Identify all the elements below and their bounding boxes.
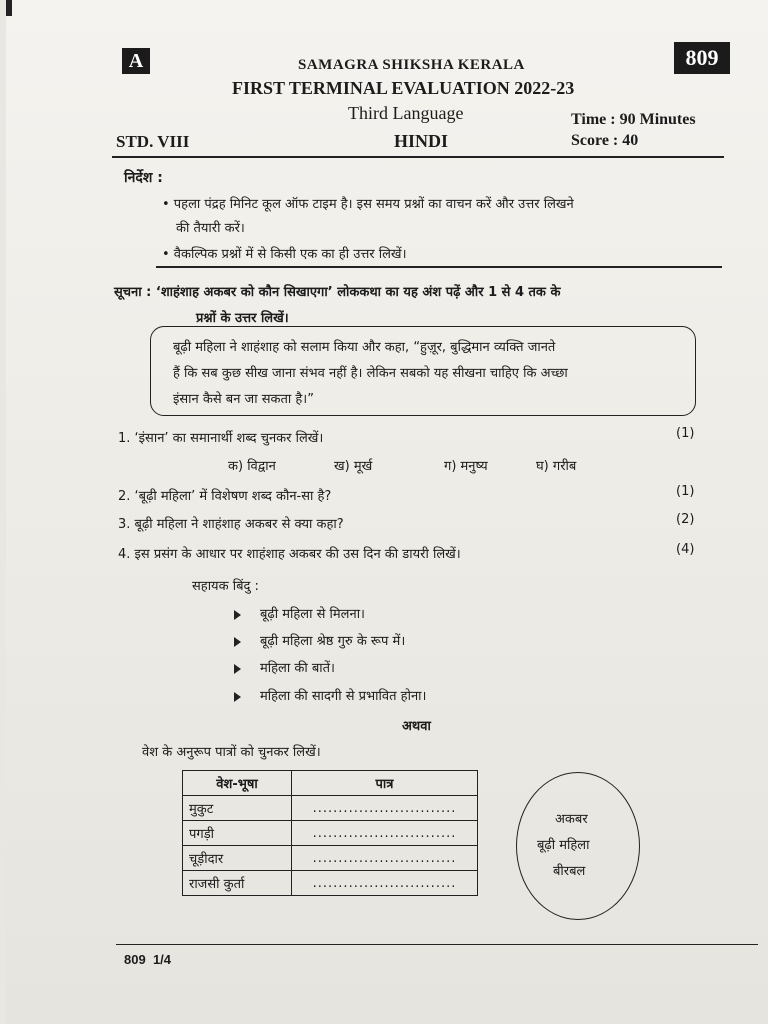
question-4-marks: (4) (676, 542, 695, 557)
answer-blank: ............................ (292, 846, 478, 871)
character-name: बूढ़ी महिला (537, 838, 590, 853)
hint-item: महिला की बातें। (260, 661, 335, 676)
hints-heading: सहायक बिंदु : (192, 579, 259, 594)
time-allowed: Time : 90 Minutes (571, 111, 696, 128)
option-d: घ) गरीब (536, 459, 577, 474)
organization-name: SAMAGRA SHIKSHA KERALA (298, 57, 525, 73)
standard-label: STD. VIII (116, 132, 190, 151)
hint-item: महिला की सादगी से प्रभावित होना। (260, 689, 427, 704)
table-row (183, 871, 478, 896)
subject-title: HINDI (394, 131, 449, 151)
question-2: 2. ‘बूढ़ी महिला’ में विशेषण शब्द कौन-सा है? (118, 489, 332, 504)
costume-table (182, 770, 478, 896)
question-3: 3. बूढ़ी महिला ने शाहंशाह अकबर से क्या कहा? (118, 517, 344, 532)
question-3-marks: (2) (676, 512, 695, 527)
table-row (183, 821, 478, 846)
passage-line: इंसान कैसे बन जा सकता है।” (173, 392, 314, 407)
costume-cell: चूड़ीदार (183, 846, 292, 871)
column-header: पात्र (292, 771, 478, 796)
costume-cell: मुकुट (183, 796, 292, 821)
page-edge (6, 0, 12, 16)
exam-paper (6, 0, 768, 1024)
or-label: अथवा (402, 719, 431, 734)
character-name: बीरबल (553, 864, 586, 879)
instruction-item-cont: की तैयारी करें। (176, 221, 245, 236)
set-label-box: A (122, 48, 150, 74)
option-b: ख) मूर्ख (334, 459, 373, 474)
character-oval (516, 772, 640, 920)
instruction-item: • पहला पंद्रह मिनिट कूल ऑफ टाइम है। इस समय प्रश्नों का वाचन करें और उत्तर लिखने (162, 197, 574, 212)
character-name: अकबर (555, 812, 588, 827)
question-2-marks: (1) (676, 484, 695, 499)
total-score: Score : 40 (571, 132, 639, 149)
notice-line-cont: प्रश्नों के उत्तर लिखें। (196, 311, 289, 326)
question-4: 4. इस प्रसंग के आधार पर शाहंशाह अकबर की उस दिन की डायरी लिखें। (118, 547, 461, 562)
bullet-arrow-icon (234, 692, 241, 702)
passage-line: बूढ़ी महिला ने शाहंशाह को सलाम किया और कहा, “हुज़ूर, बुद्धिमान व्यक्ति जानते (173, 340, 556, 355)
alternative-instruction: वेश के अनुरूप पात्रों को चुनकर लिखें। (142, 745, 321, 760)
table-header-row (183, 771, 478, 796)
header-divider (112, 156, 724, 158)
passage-line: हैं कि सब कुछ सीख जाना संभव नहीं है। लेकिन सबको यह सीखना चाहिए कि अच्छा (173, 366, 568, 381)
answer-blank: ............................ (292, 821, 478, 846)
costume-cell: राजसी कुर्ता (183, 871, 292, 896)
table-row (183, 846, 478, 871)
language-level: Third Language (348, 103, 464, 123)
hint-item: बूढ़ी महिला श्रेष्ठ गुरु के रूप में। (260, 634, 406, 649)
table-row (183, 796, 478, 821)
footer-code: 809 (124, 952, 146, 967)
paper-code-box: 809 (674, 42, 730, 74)
question-1-marks: (1) (676, 426, 695, 441)
answer-blank: ............................ (292, 796, 478, 821)
bullet-arrow-icon (234, 664, 241, 674)
instruction-item: • वैकल्पिक प्रश्नों में से किसी एक का ही उत्तर लिखें। (162, 247, 407, 262)
footer-divider (116, 944, 758, 945)
option-c: ग) मनुष्य (444, 459, 488, 474)
costume-cell: पगड़ी (183, 821, 292, 846)
instructions-divider (156, 266, 722, 268)
notice-line: सूचना : ‘शाहंशाह अकबर को कौन सिखाएगा’ लोककथा का यह अंश पढ़ें और 1 से 4 तक के (114, 285, 561, 300)
footer-page: 1/4 (152, 952, 172, 967)
passage-box (150, 326, 696, 416)
bullet-arrow-icon (234, 637, 241, 647)
answer-blank: ............................ (292, 871, 478, 896)
instructions-heading: निर्देश : (124, 170, 163, 186)
bullet-arrow-icon (234, 610, 241, 620)
option-a: क) विद्वान (228, 459, 276, 474)
footer-page-label (124, 952, 171, 967)
question-1: 1. ‘इंसान’ का समानार्थी शब्द चुनकर लिखें। (118, 431, 324, 446)
exam-title: FIRST TERMINAL EVALUATION 2022-23 (232, 78, 575, 98)
column-header: वेश-भूषा (183, 771, 292, 796)
hint-item: बूढ़ी महिला से मिलना। (260, 607, 365, 622)
